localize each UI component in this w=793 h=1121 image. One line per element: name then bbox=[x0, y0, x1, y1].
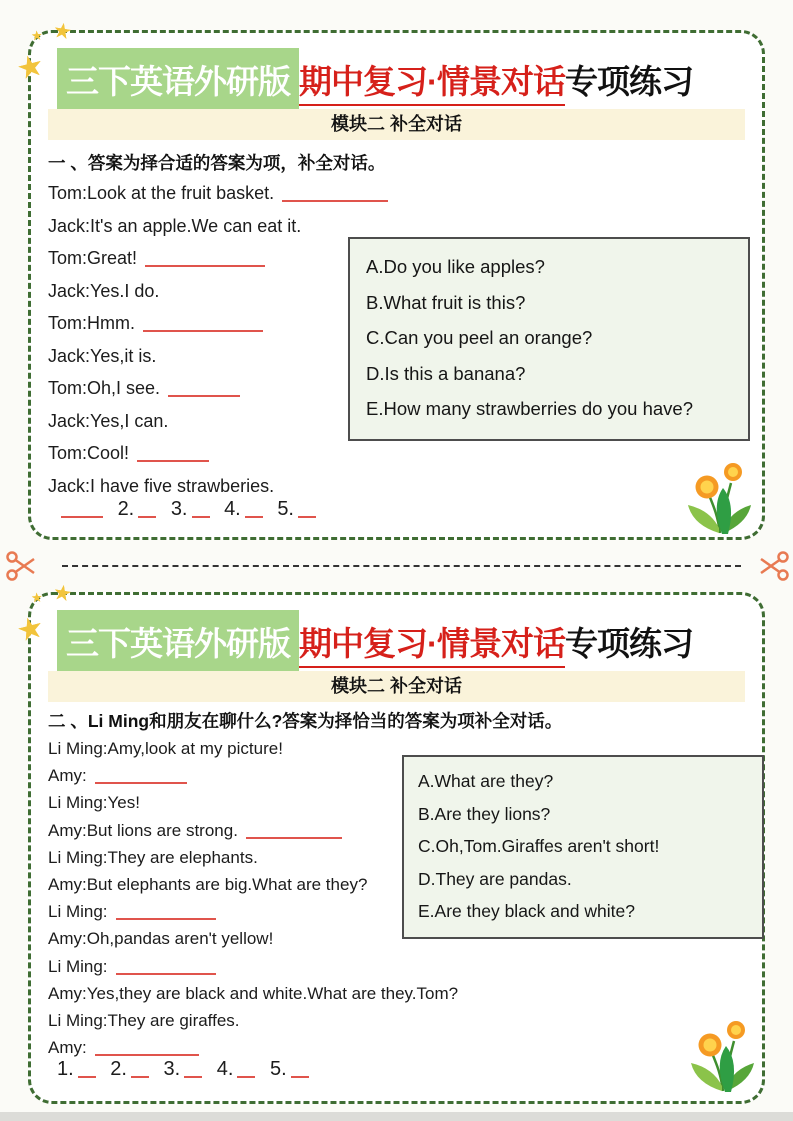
fill-in-blank bbox=[246, 823, 342, 839]
title-black: 专项练习 bbox=[565, 63, 693, 100]
dialogue-line bbox=[48, 980, 458, 1007]
flower-icon bbox=[686, 1017, 760, 1093]
option-item: B.Are they lions? bbox=[418, 803, 551, 824]
dialogue-text: Jack:Yes,I can. bbox=[48, 410, 169, 431]
answer-blank bbox=[245, 502, 263, 518]
section-2-heading: 二 、Li Ming和朋友在聊什么?答案为择恰当的答案为项补全对话。 bbox=[48, 711, 563, 731]
answer-blank bbox=[192, 502, 210, 518]
answer-slot bbox=[155, 1058, 203, 1080]
options-list-1 bbox=[366, 249, 748, 427]
dialogue-line bbox=[48, 372, 388, 405]
answer-blank bbox=[298, 502, 316, 518]
answer-slot bbox=[48, 498, 103, 520]
dialogue-line bbox=[48, 307, 388, 340]
option-item: A.What are they? bbox=[418, 771, 554, 791]
module-header: 模块二 补全对话 bbox=[48, 109, 745, 140]
worksheet-panel-1 bbox=[13, 18, 765, 540]
answer-row-1 bbox=[48, 498, 316, 521]
answer-number: 2. bbox=[117, 498, 135, 520]
dialogue-line bbox=[48, 405, 388, 438]
option-item: E.How many strawberries do you have? bbox=[366, 398, 693, 419]
option-item: D.They are pandas. bbox=[418, 868, 572, 889]
dialogue-text: Jack:I have five strawberies. bbox=[48, 475, 275, 496]
star-icon: ★ bbox=[13, 48, 48, 87]
star-icon: ★ bbox=[51, 18, 74, 45]
star-icon: ★ bbox=[30, 589, 44, 606]
module-header: 模块二 补全对话 bbox=[48, 671, 745, 702]
fill-in-blank bbox=[137, 446, 209, 462]
dialogue-text: Amy:Oh,pandas aren't yellow! bbox=[48, 929, 274, 949]
answer-blank bbox=[61, 502, 103, 518]
dialogue-line bbox=[48, 275, 388, 308]
answer-number: 5. bbox=[277, 498, 294, 520]
fill-in-blank bbox=[95, 768, 187, 784]
dialogue-text: Li Ming:Amy,look at my picture! bbox=[48, 739, 283, 758]
dialogue-text: Amy:Yes,they are black and white.What are they.Tom? bbox=[48, 983, 459, 1003]
dialogue-line bbox=[48, 210, 388, 243]
fill-in-blank bbox=[143, 316, 263, 332]
fill-in-blank bbox=[116, 959, 216, 975]
dialogue-text: Jack:Yes,it is. bbox=[48, 345, 157, 366]
answer-slot bbox=[215, 498, 263, 520]
worksheet-title bbox=[57, 610, 693, 673]
dialogue-line bbox=[48, 789, 458, 816]
answer-number: 2. bbox=[110, 1058, 127, 1080]
answer-blank bbox=[291, 1062, 309, 1078]
dialogue-text: Tom:Oh,I see. bbox=[48, 378, 161, 398]
dialogue-line bbox=[48, 817, 458, 844]
answer-number: 1. bbox=[57, 1058, 74, 1080]
dialogue-text: Li Ming:They are giraffes. bbox=[48, 1010, 240, 1030]
title-red: 期中复习·情景对话 bbox=[299, 56, 565, 111]
title-red: 期中复习·情景对话 bbox=[299, 618, 565, 673]
dialogue-text: Jack:It's an apple.We can eat it. bbox=[48, 215, 302, 236]
option-item: C.Oh,Tom.Giraffes aren't short! bbox=[418, 836, 660, 856]
answer-blank bbox=[237, 1062, 255, 1078]
scissors-icon bbox=[756, 549, 790, 588]
dialogue-line bbox=[48, 898, 458, 925]
section-1-heading: 一 、答案为择合适的答案为项，补全对话。 bbox=[48, 153, 386, 173]
dialogue-text: Amy: bbox=[48, 766, 87, 786]
dialogue-1 bbox=[48, 177, 388, 502]
dialogue-line bbox=[48, 437, 388, 470]
option-item: E.Are they black and white? bbox=[418, 901, 635, 921]
worksheet-panel-2 bbox=[13, 580, 765, 1104]
answer-number: 4. bbox=[224, 498, 241, 520]
bottom-edge-bar bbox=[0, 1112, 793, 1121]
answer-blank bbox=[138, 502, 156, 518]
scissors-icon bbox=[5, 549, 39, 588]
dialogue-text: Jack:Yes.I do. bbox=[48, 280, 160, 301]
dialogue-line bbox=[48, 762, 458, 789]
dialogue-text: Li Ming:They are elephants. bbox=[48, 847, 258, 867]
answer-number: 3. bbox=[163, 1058, 181, 1080]
answer-slot bbox=[268, 498, 316, 520]
title-black: 专项练习 bbox=[565, 625, 693, 662]
option-item: C.Can you peel an orange? bbox=[366, 327, 593, 348]
dialogue-text: Li Ming: bbox=[48, 956, 108, 976]
fill-in-blank bbox=[95, 1040, 199, 1056]
answer-number: 5. bbox=[270, 1058, 287, 1080]
dialogue-line bbox=[48, 735, 458, 762]
dialogue-text: Tom:Cool! bbox=[48, 443, 130, 463]
dialogue-text: Amy: bbox=[48, 1038, 87, 1058]
fill-in-blank bbox=[116, 904, 216, 920]
title-highlight: 三下英语外研版 bbox=[57, 610, 299, 673]
dialogue-line bbox=[48, 871, 458, 898]
dialogue-line bbox=[48, 953, 458, 980]
dialogue-text: Tom:Great! bbox=[48, 248, 138, 268]
answer-slot bbox=[208, 1058, 256, 1080]
answer-blank bbox=[78, 1062, 96, 1078]
dialogue-line bbox=[48, 844, 458, 871]
answer-slot bbox=[162, 498, 210, 520]
dialogue-text: Amy:But lions are strong. bbox=[48, 820, 238, 840]
answer-slot bbox=[48, 1058, 96, 1080]
options-box-2 bbox=[402, 755, 764, 939]
answer-number: 4. bbox=[216, 1058, 234, 1080]
dialogue-text: Amy:But elephants are big.What are they? bbox=[48, 874, 368, 894]
dialogue-text: Tom:Look at the fruit basket. bbox=[48, 183, 275, 203]
fill-in-blank bbox=[145, 251, 265, 267]
option-item: A.Do you like apples? bbox=[366, 256, 545, 277]
dialogue-line bbox=[48, 1007, 458, 1034]
options-list-2 bbox=[418, 765, 762, 928]
dialogue-line bbox=[48, 177, 388, 210]
dialogue-text: Li Ming: bbox=[48, 902, 108, 922]
dialogue-line bbox=[48, 242, 388, 275]
answer-slot bbox=[109, 498, 157, 520]
answer-blank bbox=[184, 1062, 202, 1078]
title-highlight: 三下英语外研版 bbox=[57, 48, 299, 111]
answer-slot bbox=[261, 1058, 309, 1080]
dialogue-line bbox=[48, 340, 388, 373]
cut-dashed-line bbox=[62, 565, 741, 567]
fill-in-blank bbox=[168, 381, 240, 397]
dialogue-text: Tom:Hmm. bbox=[48, 313, 135, 333]
option-item: B.What fruit is this? bbox=[366, 291, 526, 313]
answer-blank bbox=[131, 1062, 149, 1078]
dialogue-2 bbox=[48, 735, 458, 1061]
star-icon: ★ bbox=[51, 580, 74, 607]
answer-slot bbox=[101, 1058, 149, 1080]
cut-divider bbox=[0, 548, 793, 584]
flower-icon bbox=[683, 459, 757, 535]
options-box-1 bbox=[348, 237, 750, 441]
option-item: D.Is this a banana? bbox=[366, 362, 526, 384]
fill-in-blank bbox=[282, 186, 388, 202]
star-icon: ★ bbox=[30, 27, 44, 44]
answer-number: 3. bbox=[170, 498, 188, 520]
star-icon: ★ bbox=[13, 610, 48, 649]
answer-row-2 bbox=[48, 1058, 309, 1081]
worksheet-title bbox=[57, 48, 693, 111]
dialogue-text: Li Ming:Yes! bbox=[48, 793, 140, 813]
dialogue-line bbox=[48, 925, 458, 952]
